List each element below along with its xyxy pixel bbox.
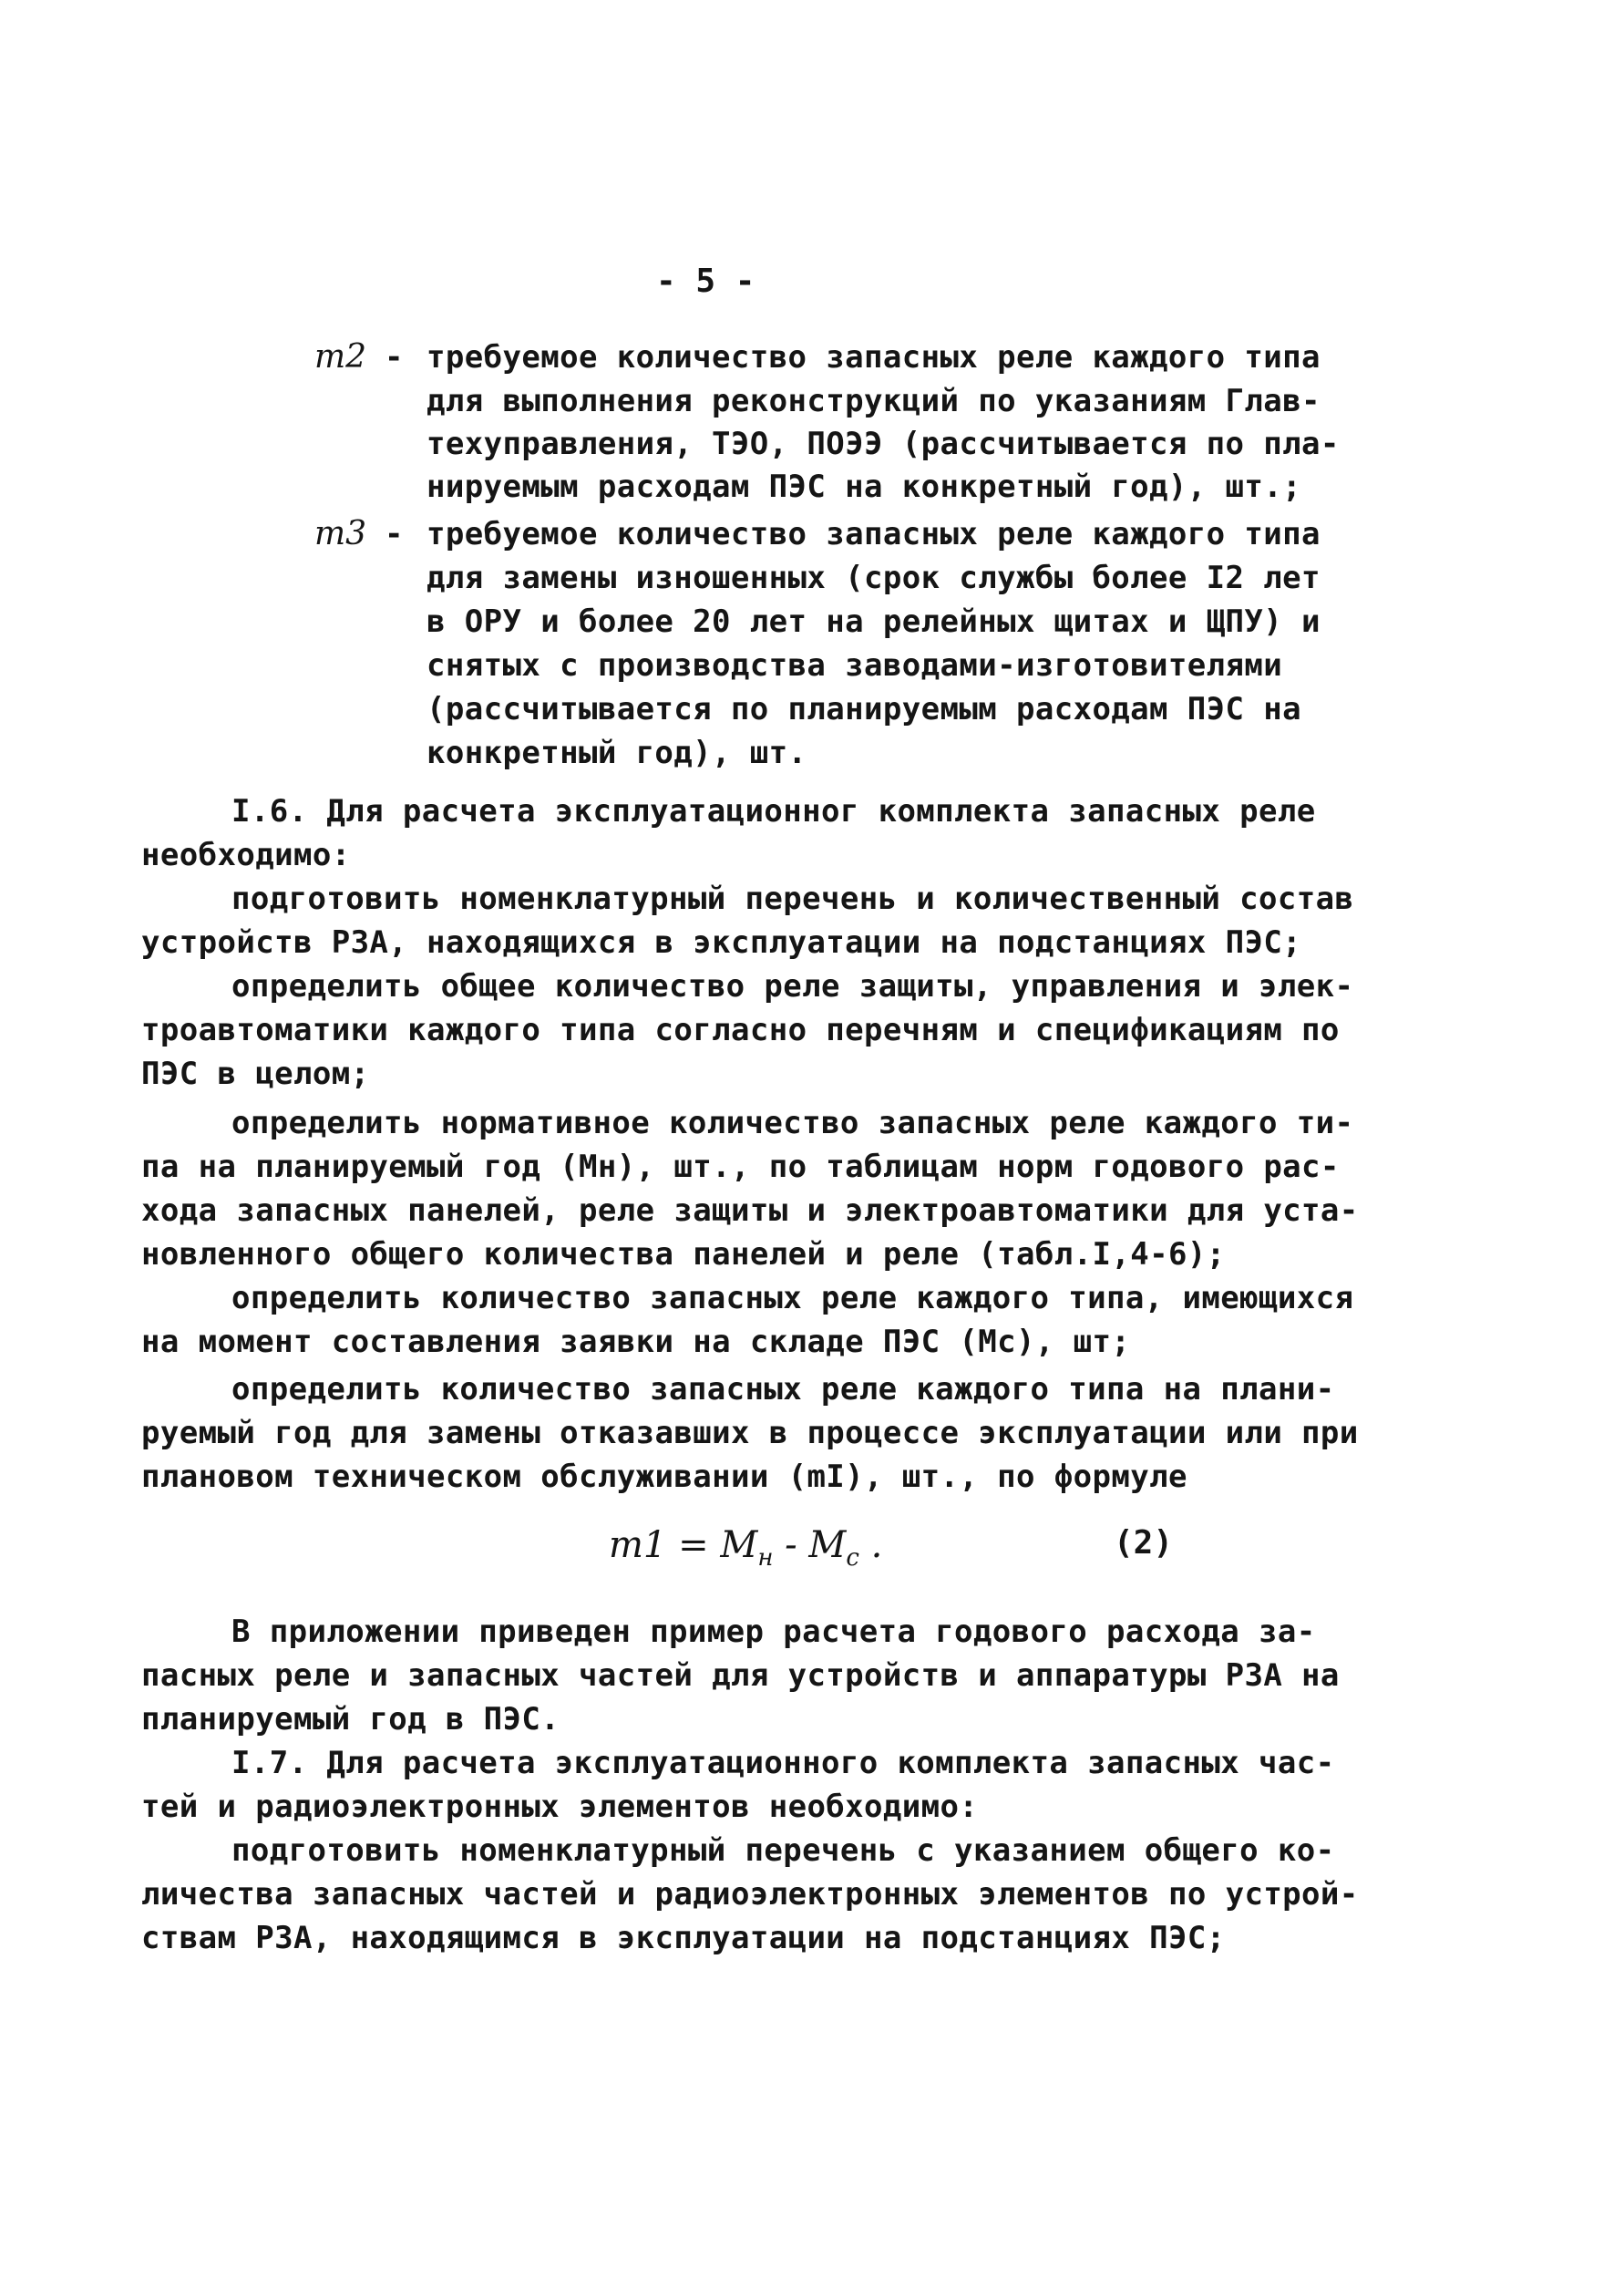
section-heading-1-7: I.7. Для расчета эксплуатационного комплекта запасных час- bbox=[231, 1745, 1335, 1781]
body-line: плановом техническом обслуживании (mI), шт., по формуле bbox=[141, 1459, 1187, 1495]
body-line: личества запасных частей и радиоэлектронных элементов по устрой- bbox=[141, 1876, 1359, 1913]
body-line: планируемый год в ПЭС. bbox=[141, 1701, 560, 1738]
definition-symbol-m2: m2 bbox=[314, 338, 367, 376]
definition-m3-line: снятых с производства заводами-изготовителями bbox=[427, 647, 1283, 684]
definition-m2-line: для выполнения реконструкций по указаниям Глав- bbox=[427, 383, 1321, 419]
body-line: пасных реле и запасных частей для устройств и аппаратуры РЗА на bbox=[141, 1657, 1340, 1694]
body-line: определить количество запасных реле каждого типа на плани- bbox=[231, 1371, 1335, 1408]
body-line: определить нормативное количество запасных реле каждого ти- bbox=[231, 1105, 1354, 1141]
body-line: хода запасных панелей, реле защиты и электроавтоматики для уста- bbox=[141, 1192, 1359, 1229]
page-number: - 5 - bbox=[656, 263, 755, 300]
body-line: тей и радиоэлектронных элементов необходимо: bbox=[141, 1789, 979, 1825]
body-line: подготовить номенклатурный перечень и количественный состав bbox=[231, 881, 1354, 917]
definition-m2-line: техуправления, ТЭО, ПОЭЭ (рассчитывается по пла- bbox=[427, 426, 1340, 462]
definition-m3-line: (рассчитывается по планируемым расходам ПЭС на bbox=[427, 691, 1302, 727]
definition-dash: - bbox=[385, 339, 404, 376]
equation-number: (2) bbox=[1114, 1524, 1174, 1562]
body-line: подготовить номенклатурный перечень с указанием общего ко- bbox=[231, 1832, 1335, 1869]
body-line: троавтоматики каждого типа согласно перечням и спецификациям по bbox=[141, 1012, 1340, 1048]
body-line: определить общее количество реле защиты, управления и элек- bbox=[231, 968, 1354, 1005]
definition-m3-line: в ОРУ и более 20 лет на релейных щитах и ЩПУ) и bbox=[427, 603, 1321, 640]
definition-m2-line: нируемым расходам ПЭС на конкретный год), шт.; bbox=[427, 469, 1302, 505]
body-line: В приложении приведен пример расчета годового расхода за- bbox=[231, 1614, 1316, 1650]
body-line: на момент составления заявки на складе ПЭС (Mс), шт; bbox=[141, 1324, 1131, 1360]
definition-m3-line: для замены изношенных (срок службы более I2 лет bbox=[427, 560, 1321, 596]
definition-m3-line: конкретный год), шт. bbox=[427, 735, 807, 771]
body-line: необходимо: bbox=[141, 837, 351, 873]
body-line: ствам РЗА, находящимся в эксплуатации на подстанциях ПЭС; bbox=[141, 1920, 1226, 1956]
definition-m3-line: требуемое количество запасных реле каждого типа bbox=[427, 516, 1321, 552]
definition-m2-line: требуемое количество запасных реле каждого типа bbox=[427, 339, 1321, 376]
section-heading-1-6: I.6. Для расчета эксплуатационног комплекта запасных реле bbox=[231, 793, 1316, 830]
body-line: определить количество запасных реле каждого типа, имеющихся bbox=[231, 1280, 1354, 1316]
formula-2: $m1 = M_н - M_c$ . bbox=[609, 1524, 883, 1572]
definition-dash: - bbox=[385, 516, 404, 552]
body-line: новленного общего количества панелей и реле (табл.I,4-6); bbox=[141, 1236, 1226, 1273]
body-line: руемый год для замены отказавших в процессе эксплуатации или при bbox=[141, 1415, 1359, 1451]
body-line: па на планируемый год (Mн), шт., по таблицам норм годового рас- bbox=[141, 1149, 1340, 1185]
body-line: ПЭС в целом; bbox=[141, 1056, 370, 1092]
definition-symbol-m3: m3 bbox=[314, 515, 367, 552]
body-line: устройств РЗА, находящихся в эксплуатации на подстанциях ПЭС; bbox=[141, 924, 1302, 961]
